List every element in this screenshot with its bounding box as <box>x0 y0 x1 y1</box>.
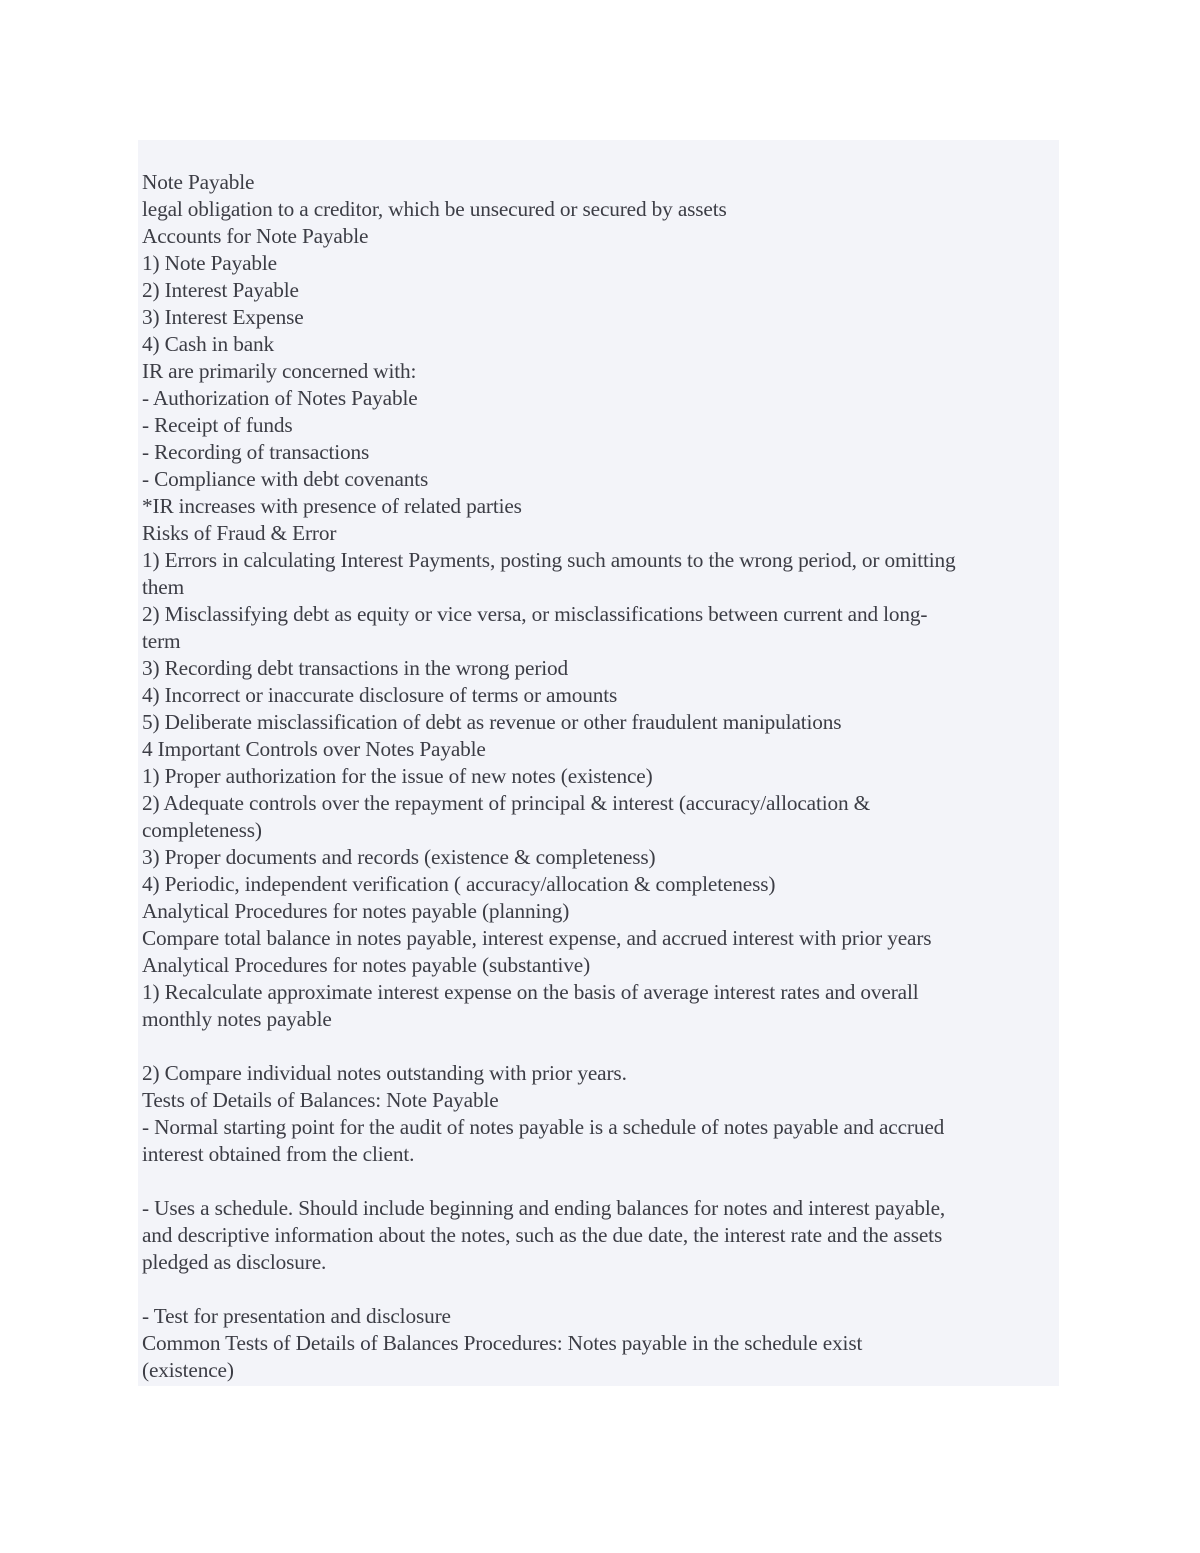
list-item: 5) Deliberate misclassification of debt as revenue or other fraudulent manipulations <box>142 710 842 734</box>
line-accounts-heading: Accounts for Note Payable <box>142 224 369 248</box>
list-item: 2) Adequate controls over the repayment of principal & interest (accuracy/allocation & <box>142 791 871 815</box>
list-item: 2) Compare individual notes outstanding with prior years. <box>142 1061 627 1085</box>
list-item: 4) Incorrect or inaccurate disclosure of terms or amounts <box>142 683 618 707</box>
list-item: - Receipt of funds <box>142 413 293 437</box>
blank-line <box>142 1168 1059 1195</box>
blank-line <box>142 1033 1059 1060</box>
blank-line <box>142 1276 1059 1303</box>
list-item: - Normal starting point for the audit of notes payable is a schedule of notes payable and accrued <box>142 1115 945 1139</box>
list-item: 4) Periodic, independent verification ( accuracy/allocation & completeness) <box>142 872 776 896</box>
list-item: 1) Note Payable <box>142 251 277 275</box>
document-body <box>138 140 1059 1386</box>
list-item: 1) Proper authorization for the issue of new notes (existence) <box>142 764 653 788</box>
list-item-continuation: pledged as disclosure. <box>142 1250 327 1274</box>
list-item-continuation: term <box>142 629 181 653</box>
list-item: 3) Recording debt transactions in the wrong period <box>142 656 569 680</box>
line-risks-heading: Risks of Fraud & Error <box>142 521 337 545</box>
line-ir-heading: IR are primarily concerned with: <box>142 359 417 383</box>
list-item-continuation: them <box>142 575 184 599</box>
list-item: - Recording of transactions <box>142 440 370 464</box>
line-common-tests-heading: Common Tests of Details of Balances Procedures: Notes payable in the schedule exist <box>142 1331 863 1355</box>
list-item: 1) Errors in calculating Interest Payments, posting such amounts to the wrong period, or omitting <box>142 548 956 572</box>
list-item: 1) Recalculate approximate interest expense on the basis of average interest rates and overall <box>142 980 919 1004</box>
list-item-continuation: and descriptive information about the notes, such as the due date, the interest rate and the assets <box>142 1223 943 1247</box>
line-definition: legal obligation to a creditor, which be unsecured or secured by assets <box>142 197 727 221</box>
line-analytical-substantive-heading: Analytical Procedures for notes payable (substantive) <box>142 953 591 977</box>
list-item: - Authorization of Notes Payable <box>142 386 418 410</box>
line-analytical-planning-heading: Analytical Procedures for notes payable (planning) <box>142 899 570 923</box>
list-item: - Test for presentation and disclosure <box>142 1304 451 1328</box>
list-item: 3) Interest Expense <box>142 305 304 329</box>
line-controls-heading: 4 Important Controls over Notes Payable <box>142 737 486 761</box>
list-item-continuation: interest obtained from the client. <box>142 1142 415 1166</box>
list-item-continuation: completeness) <box>142 818 262 842</box>
list-item-continuation: monthly notes payable <box>142 1007 332 1031</box>
list-item: 2) Interest Payable <box>142 278 299 302</box>
line-tests-heading: Tests of Details of Balances: Note Payable <box>142 1088 499 1112</box>
line-title: Note Payable <box>142 170 255 194</box>
list-item: 3) Proper documents and records (existence & completeness) <box>142 845 656 869</box>
list-item-continuation: (existence) <box>142 1358 234 1382</box>
line-ir-note: *IR increases with presence of related parties <box>142 494 522 518</box>
list-item: 2) Misclassifying debt as equity or vice versa, or misclassifications between current and long- <box>142 602 928 626</box>
list-item: 4) Cash in bank <box>142 332 275 356</box>
line-analytical-planning-text: Compare total balance in notes payable, interest expense, and accrued interest with prior years <box>142 926 932 950</box>
list-item: - Compliance with debt covenants <box>142 467 429 491</box>
list-item: - Uses a schedule. Should include beginning and ending balances for notes and interest payable, <box>142 1196 946 1220</box>
